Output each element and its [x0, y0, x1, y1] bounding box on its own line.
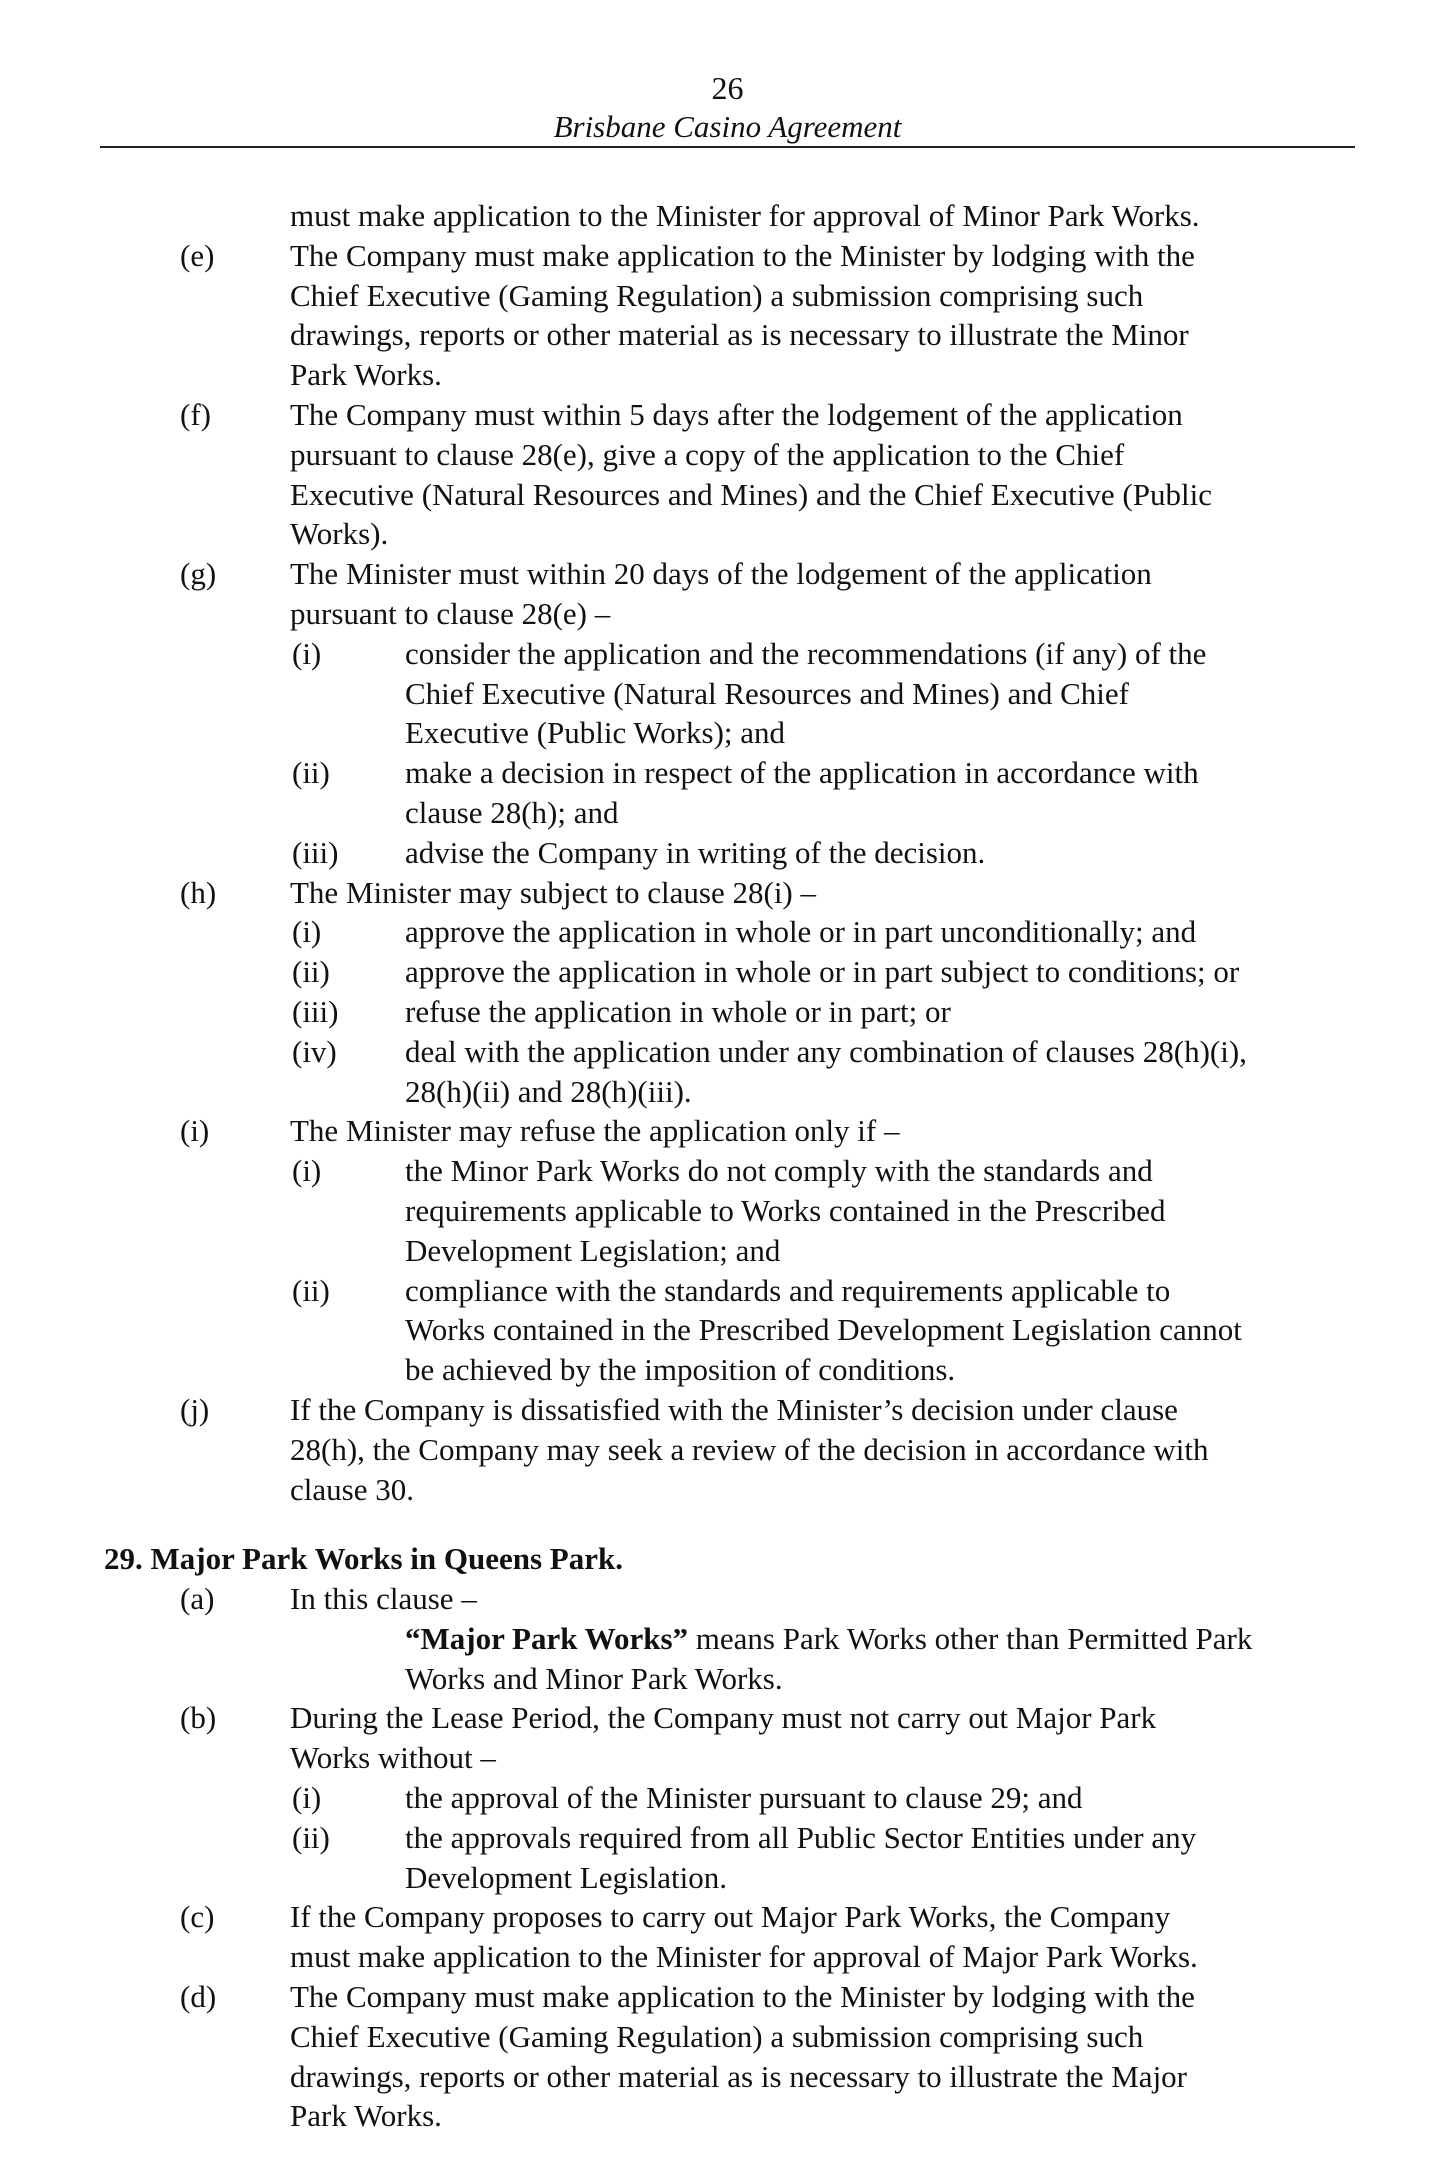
clause-29d-line [0, 2096, 1453, 2136]
subclause-text: Chief Executive (Natural Resources and Mines) and Chief [405, 675, 1129, 711]
subclause-text: make a decision in respect of the application in accordance with [405, 755, 1199, 791]
definition-text: Works and Minor Park Works. [405, 1660, 783, 1696]
definition-text [405, 1619, 1252, 1659]
clause-29b-ii-line [0, 1858, 1453, 1898]
subclause-text: consider the application and the recommendations (if any) of the [405, 635, 1207, 671]
definition-rest: means Park Works other than Permitted Park [688, 1620, 1253, 1656]
clause-text: Park Works. [290, 357, 442, 393]
subclause-text: approve the application in whole or in part subject to conditions; or [405, 954, 1240, 990]
subclause-text: compliance with the standards and requirements applicable to [405, 1272, 1171, 1308]
clause-29b-line [0, 1738, 1453, 1778]
clause-text: Executive (Natural Resources and Mines) and the Chief Executive (Public [290, 476, 1212, 512]
clause-29b [0, 1698, 1453, 1738]
defined-term: “Major Park Works” [405, 1620, 689, 1656]
clause-28g-ii-line [0, 793, 1453, 833]
clause-28i-i-line [0, 1191, 1453, 1231]
clause-28i-ii [0, 1271, 1453, 1311]
clause-28j-line [0, 1430, 1453, 1470]
clause-28-continuation [0, 196, 1453, 236]
clause-28g-ii [0, 753, 1453, 793]
subclause-label: (ii) [292, 1272, 330, 1308]
subclause-label: (ii) [292, 954, 330, 990]
clause-text: 28(h), the Company may seek a review of the decision in accordance with [290, 1431, 1209, 1467]
clause-text: must make application to the Minister for approval of Major Park Works. [290, 1939, 1198, 1975]
subclause-text: the approval of the Minister pursuant to clause 29; and [405, 1780, 1083, 1816]
subclause-text: Development Legislation; and [405, 1232, 781, 1268]
clause-text: Park Works. [290, 2098, 442, 2134]
clause-text: drawings, reports or other material as is necessary to illustrate the Minor [290, 317, 1189, 353]
clause-text: The Minister must within 20 days of the lodgement of the application [290, 556, 1152, 592]
clause-text: If the Company is dissatisfied with the Minister’s decision under clause [290, 1391, 1178, 1427]
clause-text: Chief Executive (Gaming Regulation) a submission comprising such [290, 2018, 1144, 2054]
subclause-text: approve the application in whole or in part unconditionally; and [405, 914, 1197, 950]
clause-label: (h) [180, 874, 217, 910]
clause-28f-line [0, 514, 1453, 554]
subclause-label: (i) [292, 1153, 322, 1189]
clause-28f-line [0, 475, 1453, 515]
clause-text: pursuant to clause 28(e), give a copy of the application to the Chief [290, 436, 1125, 472]
subclause-label: (iii) [292, 993, 339, 1029]
clause-28g-iii [0, 833, 1453, 873]
page-number: 26 [711, 70, 744, 106]
section-gap [0, 1509, 1453, 1539]
clause-29c [0, 1897, 1453, 1937]
clause-28g-i-line [0, 713, 1453, 753]
clause-label: (j) [180, 1391, 210, 1427]
clause-29b-ii [0, 1818, 1453, 1858]
clause-28f [0, 395, 1453, 435]
subclause-text: deal with the application under any combination of clauses 28(h)(i), [405, 1033, 1247, 1069]
subclause-text: clause 28(h); and [405, 794, 619, 830]
clause-28h-iv-line [0, 1072, 1453, 1112]
subclause-label: (i) [292, 1780, 322, 1816]
subclause-text: the Minor Park Works do not comply with the standards and [405, 1153, 1153, 1189]
clause-text: The Company must make application to the Minister by lodging with the [290, 237, 1195, 273]
clause-29a [0, 1579, 1453, 1619]
clause-28e [0, 236, 1453, 276]
page-header [100, 68, 1355, 146]
document-body [0, 196, 1453, 2136]
clause-label: (d) [180, 1979, 217, 2015]
clause-29-heading-row [0, 1539, 1453, 1579]
clause-28h-i [0, 912, 1453, 952]
clause-28h-iv [0, 1032, 1453, 1072]
clause-label: (i) [180, 1113, 210, 1149]
subclause-text: Works contained in the Prescribed Development Legislation cannot [405, 1312, 1242, 1348]
running-title: Brisbane Casino Agreement [553, 109, 902, 144]
clause-28e-line [0, 276, 1453, 316]
subclause-label: (iii) [292, 834, 339, 870]
subclause-text: Executive (Public Works); and [405, 715, 786, 751]
subclause-text: Development Legislation. [405, 1859, 727, 1895]
subclause-text: advise the Company in writing of the decision. [405, 834, 986, 870]
subclause-label: (ii) [292, 755, 330, 791]
clause-28h-ii [0, 952, 1453, 992]
clause-28i-i-line [0, 1231, 1453, 1271]
subclause-text: refuse the application in whole or in part; or [405, 993, 951, 1029]
clause-28e-line [0, 355, 1453, 395]
clause-28i-ii-line [0, 1350, 1453, 1390]
clause-text: The Minister may refuse the application only if – [290, 1113, 900, 1149]
clause-label: (b) [180, 1700, 217, 1736]
clause-28g-line [0, 594, 1453, 634]
clause-label: (e) [180, 237, 215, 273]
clause-28h [0, 873, 1453, 913]
continuation-text: must make application to the Minister for approval of Minor Park Works. [290, 198, 1200, 233]
subclause-label: (iv) [292, 1033, 337, 1069]
clause-text: The Company must make application to the Minister by lodging with the [290, 1979, 1195, 2015]
clause-label: (g) [180, 556, 217, 592]
clause-28g-i-line [0, 674, 1453, 714]
clause-label: (c) [180, 1899, 215, 1935]
clause-28g [0, 554, 1453, 594]
clause-28j-line [0, 1470, 1453, 1510]
clause-text: If the Company proposes to carry out Major Park Works, the Company [290, 1899, 1171, 1935]
subclause-text: requirements applicable to Works contained in the Prescribed [405, 1192, 1166, 1228]
clause-28h-iii [0, 992, 1453, 1032]
clause-text: In this clause – [290, 1581, 477, 1617]
clause-29c-line [0, 1937, 1453, 1977]
clause-29d [0, 1977, 1453, 2017]
clause-28i-i [0, 1151, 1453, 1191]
clause-28i-ii-line [0, 1310, 1453, 1350]
subclause-text: 28(h)(ii) and 28(h)(iii). [405, 1073, 692, 1109]
clause-29b-i [0, 1778, 1453, 1818]
clause-text: The Company must within 5 days after the lodgement of the application [290, 396, 1183, 432]
clause-text: Works). [290, 516, 389, 552]
header-rule [100, 146, 1355, 148]
clause-29a-definition-line [0, 1659, 1453, 1699]
clause-text: During the Lease Period, the Company must not carry out Major Park [290, 1700, 1157, 1736]
clause-29a-definition [0, 1619, 1453, 1659]
clause-28j [0, 1390, 1453, 1430]
clause-label: (a) [180, 1581, 215, 1617]
clause-text: pursuant to clause 28(e) – [290, 595, 611, 631]
clause-text: drawings, reports or other material as is necessary to illustrate the Major [290, 2058, 1188, 2094]
clause-29d-line [0, 2057, 1453, 2097]
subclause-text: be achieved by the imposition of conditions. [405, 1352, 956, 1388]
subclause-text: the approvals required from all Public Sector Entities under any [405, 1819, 1197, 1855]
clause-29d-line [0, 2017, 1453, 2057]
subclause-label: (i) [292, 635, 322, 671]
clause-28f-line [0, 435, 1453, 475]
clause-heading: 29. Major Park Works in Queens Park. [104, 1541, 623, 1577]
clause-label: (f) [180, 396, 211, 432]
clause-28i [0, 1111, 1453, 1151]
clause-text: Chief Executive (Gaming Regulation) a submission comprising such [290, 277, 1144, 313]
clause-28g-i [0, 634, 1453, 674]
clause-text: Works without – [290, 1740, 496, 1776]
clause-28e-line [0, 315, 1453, 355]
clause-text: The Minister may subject to clause 28(i) – [290, 874, 817, 910]
subclause-label: (i) [292, 914, 322, 950]
clause-text: clause 30. [290, 1471, 414, 1507]
subclause-label: (ii) [292, 1819, 330, 1855]
